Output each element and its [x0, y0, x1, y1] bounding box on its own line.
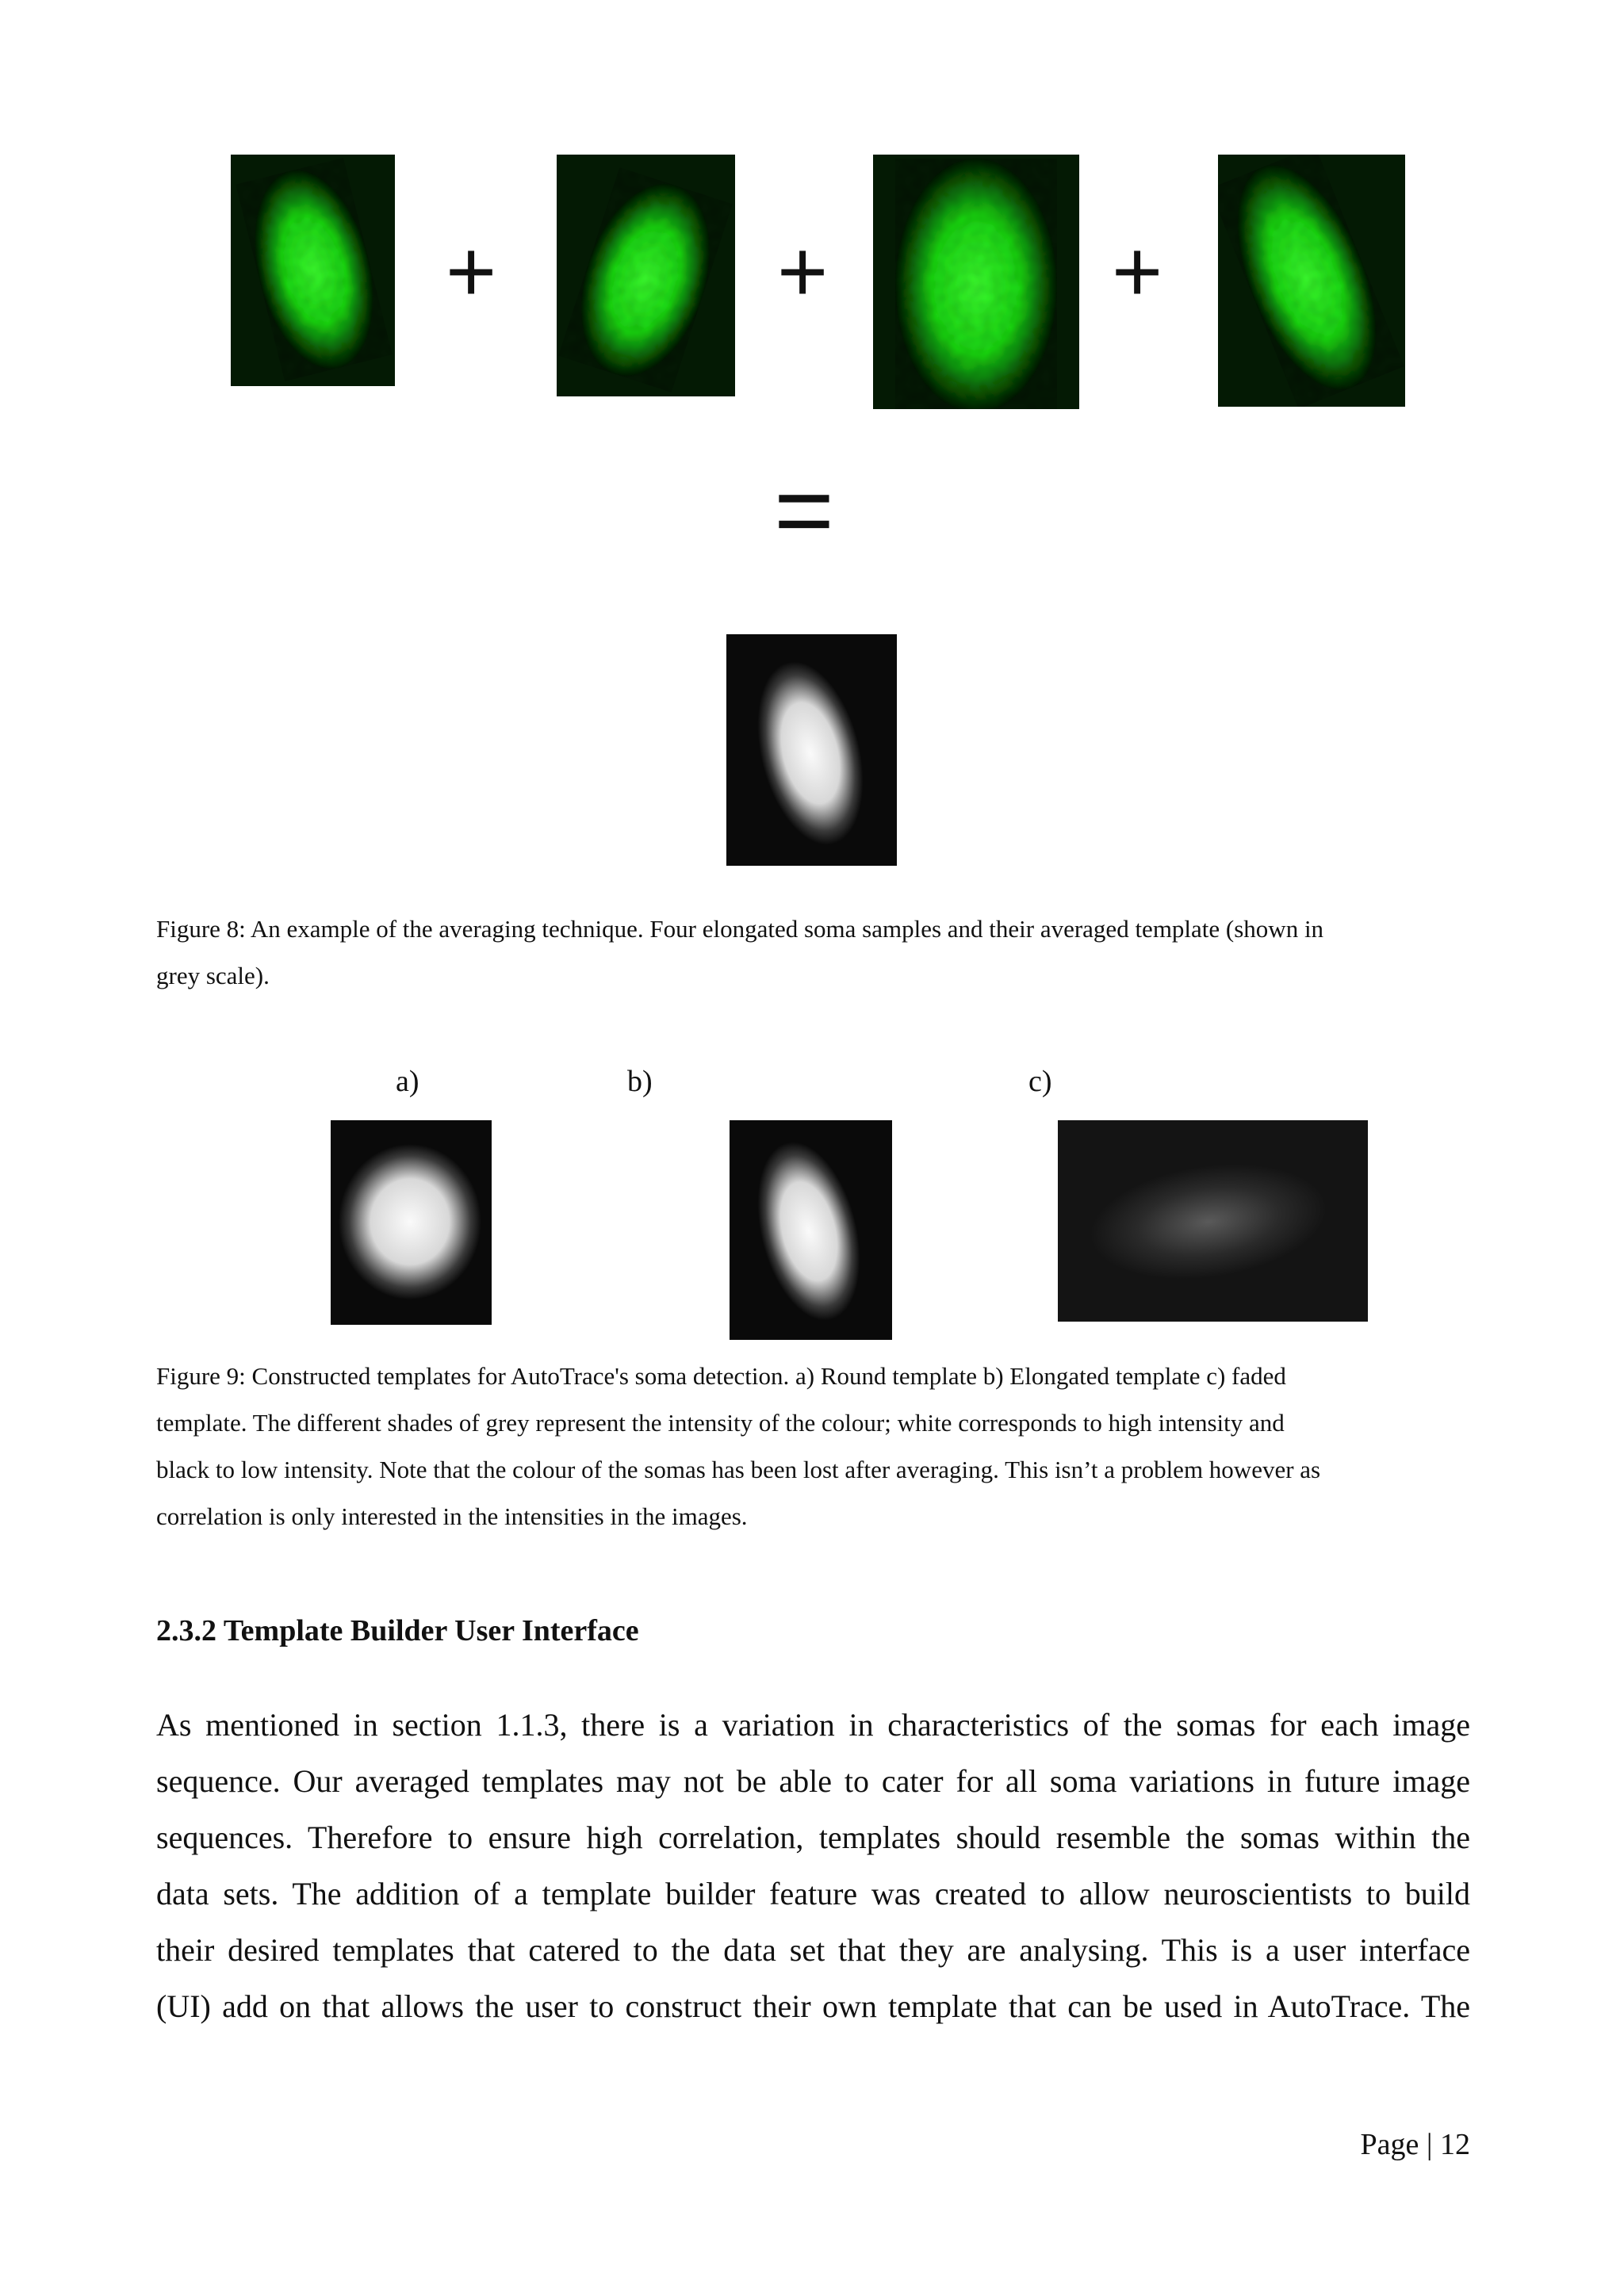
- figure9-caption-line-1: Figure 9: Constructed templates for AutoTrace's soma detection. a) Round template b) Elongated template c) faded: [156, 1362, 1286, 1390]
- figure9-caption-line-4: correlation is only interested in the intensities in the images.: [156, 1502, 748, 1530]
- plus-sign-2: +: [777, 223, 829, 320]
- body-paragraph: [156, 1697, 1470, 2034]
- averaged-template-image: [726, 634, 897, 866]
- paragraph-line-6: (UI) add on that allows the user to construct their own template that can be used in AutoTrace. The: [156, 1988, 1470, 2024]
- figure8-caption-line-2: grey scale).: [156, 962, 270, 989]
- page-number: Page | 12: [1360, 2128, 1470, 2161]
- figure9-caption-line-2: template. The different shades of grey represent the intensity of the colour; white corresponds to high intensity and: [156, 1409, 1285, 1437]
- soma-sample-3-image: [873, 155, 1079, 409]
- soma-sample-1-image: [231, 155, 395, 386]
- plus-sign-3: +: [1112, 223, 1163, 320]
- faded-template-image: [1058, 1120, 1368, 1322]
- figure8-caption: [156, 905, 1469, 999]
- paragraph-line-3: sequences. Therefore to ensure high correlation, templates should resemble the somas within the: [156, 1820, 1470, 1855]
- soma-sample-2-image: [557, 155, 735, 396]
- figure9-caption-line-3: black to low intensity. Note that the colour of the somas has been lost after averaging. This isn’t a problem however as: [156, 1456, 1321, 1483]
- section-heading: 2.3.2 Template Builder User Interface: [156, 1614, 639, 1647]
- figure9-label-c: c): [1028, 1065, 1052, 1098]
- equals-sign: =: [774, 452, 834, 568]
- paragraph-line-2: sequence. Our averaged templates may not be able to cater for all soma variations in future image: [156, 1763, 1470, 1799]
- paragraph-line-5: their desired templates that catered to the data set that they are analysing. This is a user interface: [156, 1932, 1470, 1968]
- figure9-label-a: a): [396, 1065, 419, 1098]
- paragraph-line-4: data sets. The addition of a template builder feature was created to allow neuroscientists to build: [156, 1876, 1470, 1911]
- soma-sample-4-image: [1218, 155, 1405, 407]
- plus-sign-1: +: [446, 223, 497, 320]
- figure9-caption: [156, 1353, 1469, 1540]
- round-template-image: [331, 1120, 492, 1325]
- elongated-template-image: [730, 1120, 892, 1340]
- figure9-label-b: b): [627, 1065, 653, 1098]
- paragraph-line-1: As mentioned in section 1.1.3, there is a variation in characteristics of the somas for each image: [156, 1707, 1470, 1743]
- figure8-caption-line-1: Figure 8: An example of the averaging technique. Four elongated soma samples and their averaged template (shown in: [156, 915, 1324, 943]
